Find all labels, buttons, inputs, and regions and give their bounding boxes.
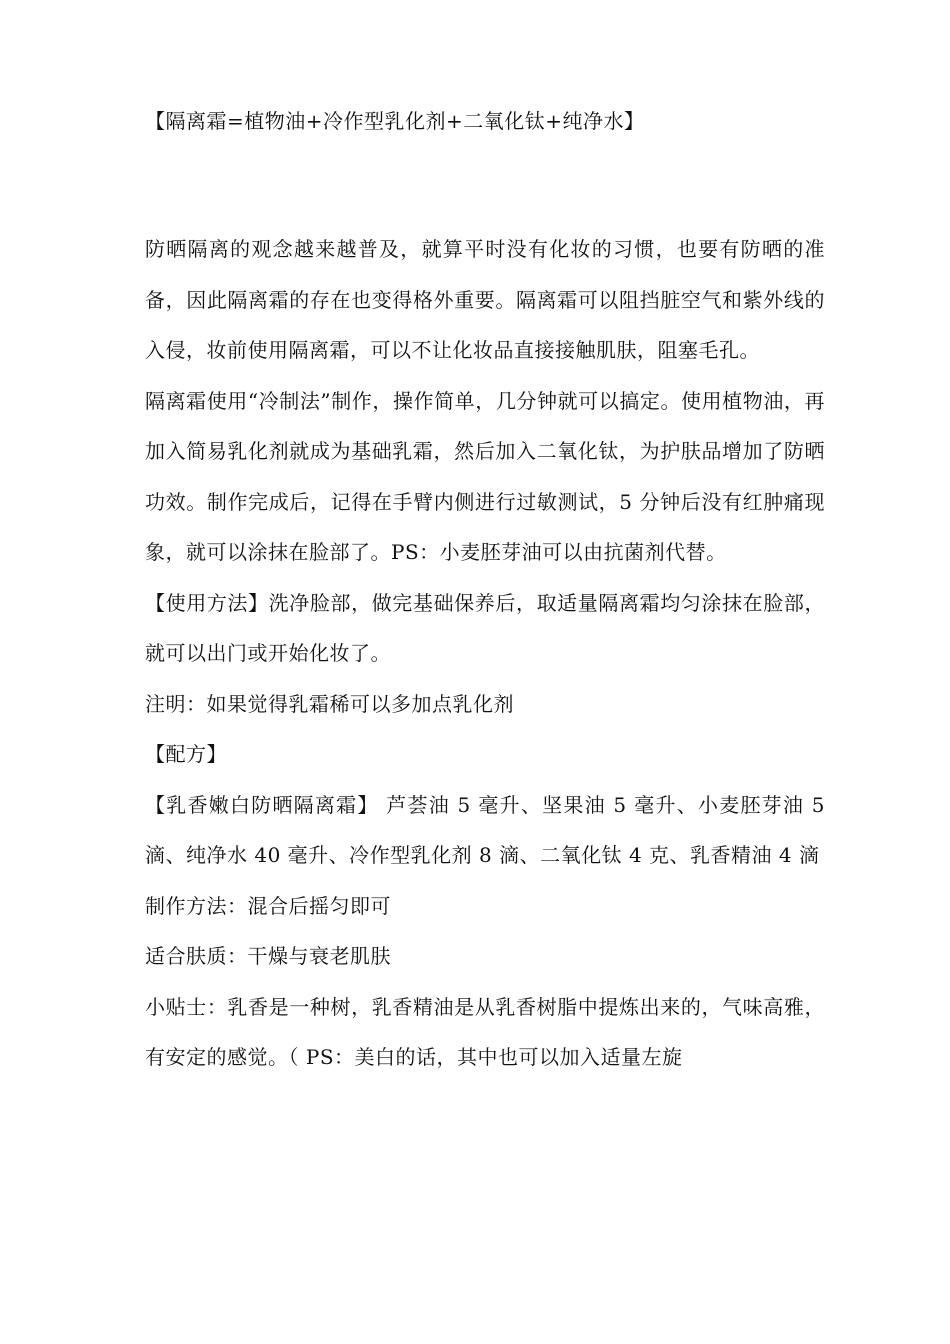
title-spacer: [145, 138, 825, 224]
paragraph-usage: 【使用方法】洗净脸部，做完基础保养后，取适量隔离霜均匀涂抹在脸部，就可以出门或开始化妆了。: [145, 590, 825, 665]
paragraph-method: 隔离霜使用“冷制法”制作，操作简单，几分钟就可以搞定。使用植物油，再加入简易乳化剂就成为基础乳霜，然后加入二氧化钛，为护肤品增加了防晒功效。制作完成后，记得在手臂内侧进行过敏测试，5 分钟后没有红肿痛现象，就可以涂抹在脸部了。PS：小麦胚芽油可以由抗菌剂代替。: [145, 388, 825, 564]
paragraph-recipe: 【乳香嫩白防晒隔离霜】 芦荟油 5 毫升、坚果油 5 毫升、小麦胚芽油 5 滴、纯净水 40 毫升、冷作型乳化剂 8 滴、二氧化钛 4 克、乳香精油 4 滴: [145, 792, 825, 867]
paragraph-note: 注明：如果觉得乳霜稀可以多加点乳化剂: [145, 691, 514, 716]
paragraph-tips: 小贴士：乳香是一种树，乳香精油是从乳香树脂中提炼出来的，气味高雅，有安定的感觉。（ PS：美白的话，其中也可以加入适量左旋: [145, 994, 825, 1069]
document-body: [145, 104, 825, 1083]
document-title: 【隔离霜=植物油+冷作型乳化剂+二氧化钛+纯净水】: [145, 109, 645, 133]
paragraph-preparation: 制作方法：混合后摇匀即可: [145, 893, 391, 918]
paragraph-skin-type: 适合肤质：干燥与衰老肌肤: [145, 944, 391, 968]
section-heading-formula: 【配方】: [145, 742, 227, 766]
paragraph-intro: 防晒隔离的观念越来越普及，就算平时没有化妆的习惯，也要有防晒的准备，因此隔离霜的存在也变得格外重要。隔离霜可以阻挡脏空气和紫外线的入侵，妆前使用隔离霜，可以不让化妆品直接接触肌肤，阻塞毛孔。: [145, 237, 825, 362]
